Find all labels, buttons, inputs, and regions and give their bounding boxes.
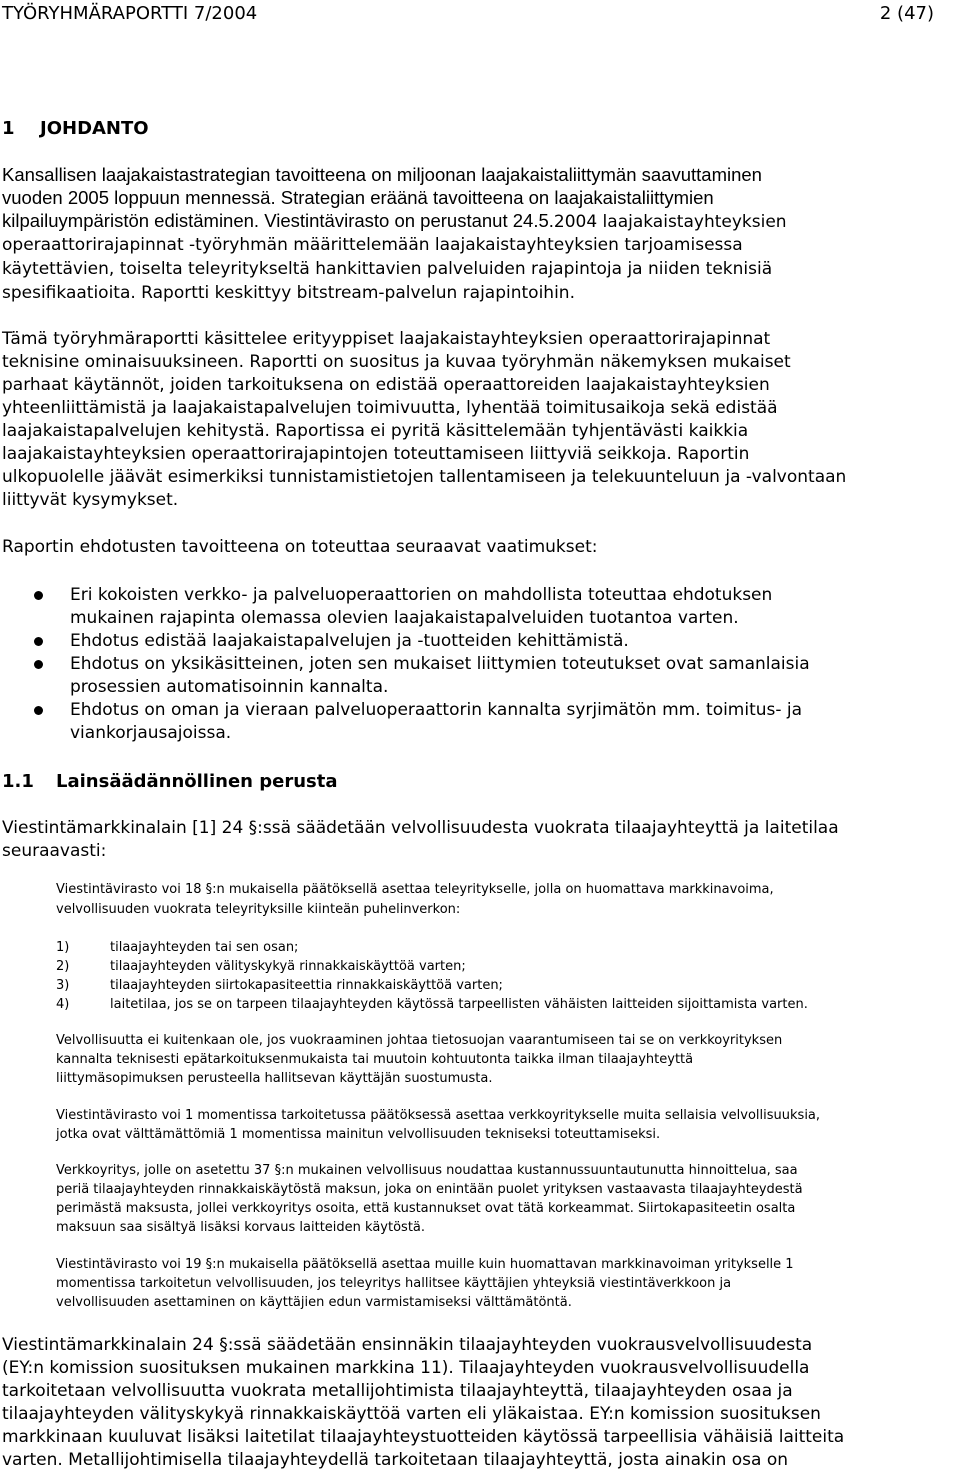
bullet-line: Ehdotus edistää laajakaistapalvelujen ja -tuotteiden kehittämistä. bbox=[70, 631, 629, 651]
paragraph-line: Viestintämarkkinalain [1] 24 §:ssä säädetään velvollisuudesta vuokrata tilaajayhteyttä ja laitetilaa bbox=[2, 818, 839, 838]
bullet-icon bbox=[34, 637, 43, 646]
list-item-text: tilaajayhteyden tai sen osan; bbox=[110, 940, 299, 955]
paragraph-line: (EY:n komission suosituksen mukainen markkina 11). Tilaajayhteyden vuokrausvelvollisuudella bbox=[2, 1358, 810, 1378]
section-heading-1-1 bbox=[2, 771, 338, 793]
list-number: 1) bbox=[56, 940, 70, 955]
section-title: Lainsäädännöllinen perusta bbox=[56, 771, 338, 792]
paragraph-line-head: kilpailuympäristön edistäminen. Viestintävirasto on perustanut 24.5. bbox=[2, 210, 554, 231]
quote-line: kannalta teknisesti epätarkoituksenmukaista tai muutoin kohtuutonta taikka ilman tilaajayhteyttä bbox=[56, 1052, 694, 1067]
bullet-line: Ehdotus on oman ja vieraan palveluoperaattorin kannalta syrjimätön mm. toimitus- ja bbox=[70, 700, 803, 720]
list-number: 3) bbox=[56, 978, 70, 993]
section-number: 1 bbox=[2, 118, 15, 139]
list-item-text: laitetilaa, jos se on tarpeen tilaajayhteyden käytössä tarpeellisten vähäisten laitteiden sijoittamista varten. bbox=[110, 997, 808, 1012]
paragraph-line: yhteenliittämistä ja laajakaistapalvelujen toimivuutta, lyhentää toimitusaikoja sekä edistää bbox=[2, 398, 778, 418]
paragraph-line bbox=[2, 209, 787, 234]
bullet-line: mukainen rajapinta olemassa olevien laajakaistapalveluiden tuotantoa varten. bbox=[70, 608, 739, 628]
paragraph-line: vuoden 2005 loppuun mennessä. Strategian eräänä tavoitteena on laajakaistaliittymien bbox=[2, 187, 714, 208]
header-report-title: TYÖRYHMÄRAPORTTI 7/2004 bbox=[2, 3, 258, 24]
header-page-number: 2 (47) bbox=[879, 3, 934, 24]
quote-line: velvollisuuden vuokrata teleyrityksille kiinteän puhelinverkon: bbox=[56, 902, 461, 917]
quote-line: jotka ovat välttämättömiä 1 momentissa mainitun velvollisuuden tekniseksi toteuttamiseksi. bbox=[56, 1127, 661, 1142]
bullet-icon bbox=[34, 706, 43, 715]
requirements-intro: Raportin ehdotusten tavoitteena on toteuttaa seuraavat vaatimukset: bbox=[2, 537, 598, 557]
quote-line: perimästä maksusta, jollei verkkoyritys osoita, että kustannukset ovat tätä korkeammat. Siirtokapasiteetin osalta bbox=[56, 1201, 796, 1216]
bullet-line: prosessien automatisoinnin kannalta. bbox=[70, 677, 389, 697]
quote-line: Viestintävirasto voi 19 §:n mukaisella päätöksellä asettaa muille kuin huomattavan markkinavoiman yritykselle 1 bbox=[56, 1257, 794, 1272]
paragraph-line: Kansallisen laajakaistastrategian tavoitteena on miljoonan laajakaistaliittymän saavuttaminen bbox=[2, 164, 762, 185]
section-number: 1.1 bbox=[2, 771, 34, 792]
paragraph-line: liittyvät kysymykset. bbox=[2, 490, 179, 510]
paragraph-line-tail: 2004 laajakaistayhteyksien bbox=[553, 212, 787, 232]
list-item-text: tilaajayhteyden välityskykyä rinnakkaiskäyttöä varten; bbox=[110, 959, 466, 974]
paragraph-line: tarkoitetaan velvollisuutta vuokrata metallijohtimista tilaajayhteyttä, tilaajayhteyden osaa ja bbox=[2, 1381, 793, 1401]
quote-line: Viestintävirasto voi 1 momentissa tarkoitetussa päätöksessä asettaa verkkoyritykselle muita sellaisia velvollisuuksia, bbox=[56, 1108, 821, 1123]
paragraph-line: operaattorirajapinnat -työryhmän määrittelemään laajakaistayhteyksien tarjoamisessa bbox=[2, 235, 743, 255]
bullet-line: Eri kokoisten verkko- ja palveluoperaattorien on mahdollista toteuttaa ehdotuksen bbox=[70, 585, 773, 605]
paragraph-line: parhaat käytännöt, joiden tarkoituksena on edistää operaattoreiden laajakaistayhteyksien bbox=[2, 375, 770, 395]
paragraph-line: Viestintämarkkinalain 24 §:ssä säädetään ensinnäkin tilaajayhteyden vuokrausvelvollisuudesta bbox=[2, 1335, 813, 1355]
section-heading-1 bbox=[2, 118, 149, 140]
paragraph-line: käytettävien, toiselta teleyritykseltä hankittavien palveluiden rajapintoja ja niiden teknisiä bbox=[2, 259, 773, 279]
list-number: 2) bbox=[56, 959, 70, 974]
paragraph-line: spesifikaatioita. Raportti keskittyy bitstream-palvelun rajapintoihin. bbox=[2, 283, 575, 303]
bullet-icon bbox=[34, 660, 43, 669]
paragraph-line: laajakaistapalvelujen kehitystä. Raportissa ei pyritä käsittelemään tyhjentävästi kaikkia bbox=[2, 421, 749, 441]
paragraph-line: varten. Metallijohtimisella tilaajayhteydellä tarkoitetaan tilaajayhteyttä, josta ainakin osa on bbox=[2, 1450, 789, 1470]
paragraph-line: seuraavasti: bbox=[2, 841, 107, 861]
bullet-line: viankorjausajoissa. bbox=[70, 723, 232, 743]
quote-line: Verkkoyritys, jolle on asetettu 37 §:n mukainen velvollisuus noudattaa kustannussuuntautunutta hinnoittelua, saa bbox=[56, 1163, 798, 1178]
bullet-line: Ehdotus on yksikäsitteinen, joten sen mukaiset liittymien toteutukset ovat samanlaisia bbox=[70, 654, 810, 674]
quote-line: Viestintävirasto voi 18 §:n mukaisella päätöksellä asettaa teleyritykselle, jolla on huomattava markkinavoima, bbox=[56, 882, 774, 897]
quote-line: liittymäsopimuksen perusteella hallitsevan käyttäjän suostumusta. bbox=[56, 1071, 493, 1086]
list-number: 4) bbox=[56, 997, 70, 1012]
paragraph-line: ulkopuolelle jäävät esimerkiksi tunnistamistietojen tallentamiseen ja telekuunteluun ja -valvontaan bbox=[2, 467, 847, 487]
paragraph-line: teknisine ominaisuuksineen. Raportti on suositus ja kuvaa työryhmän näkemyksen mukaiset bbox=[2, 352, 791, 372]
section-title: JOHDANTO bbox=[40, 118, 149, 139]
quote-line: velvollisuuden asettaminen on käyttäjien edun varmistamiseksi välttämätöntä. bbox=[56, 1295, 572, 1310]
quote-line: maksuun saa sisältyä lisäksi korvaus laitteiden käytöstä. bbox=[56, 1220, 426, 1235]
quote-line: momentissa tarkoitetun velvollisuuden, jos teleyritys hallitsee käyttäjien yhteyksiä viestintäverkkoon ja bbox=[56, 1276, 732, 1291]
paragraph-line: laajakaistayhteyksien operaattorirajapintojen toteuttamiseen liittyviä seikkoja. Raportin bbox=[2, 444, 750, 464]
bullet-icon bbox=[34, 591, 43, 600]
quote-line: Velvollisuutta ei kuitenkaan ole, jos vuokraaminen johtaa tietosuojan vaarantumiseen tai se on verkkoyrityksen bbox=[56, 1033, 783, 1048]
paragraph-line: tilaajayhteyden välityskykyä rinnakkaiskäyttöä varten eli yläkaistaa. EY:n komission suosituksen bbox=[2, 1404, 821, 1424]
paragraph-line: markkinaan kuuluvat lisäksi laitetilat tilaajayhteystuotteiden käytössä tarpeellisia vähäisiä laitteita bbox=[2, 1427, 845, 1447]
list-item-text: tilaajayhteyden siirtokapasiteettia rinnakkaiskäyttöä varten; bbox=[110, 978, 503, 993]
paragraph-line: Tämä työryhmäraportti käsittelee erityyppiset laajakaistayhteyksien operaattorirajapinnat bbox=[2, 329, 771, 349]
quote-line: periä tilaajayhteyden rinnakkaiskäytöstä maksun, joka on enintään puolet yrityksen vastaavasta tilaajayhteydestä bbox=[56, 1182, 803, 1197]
